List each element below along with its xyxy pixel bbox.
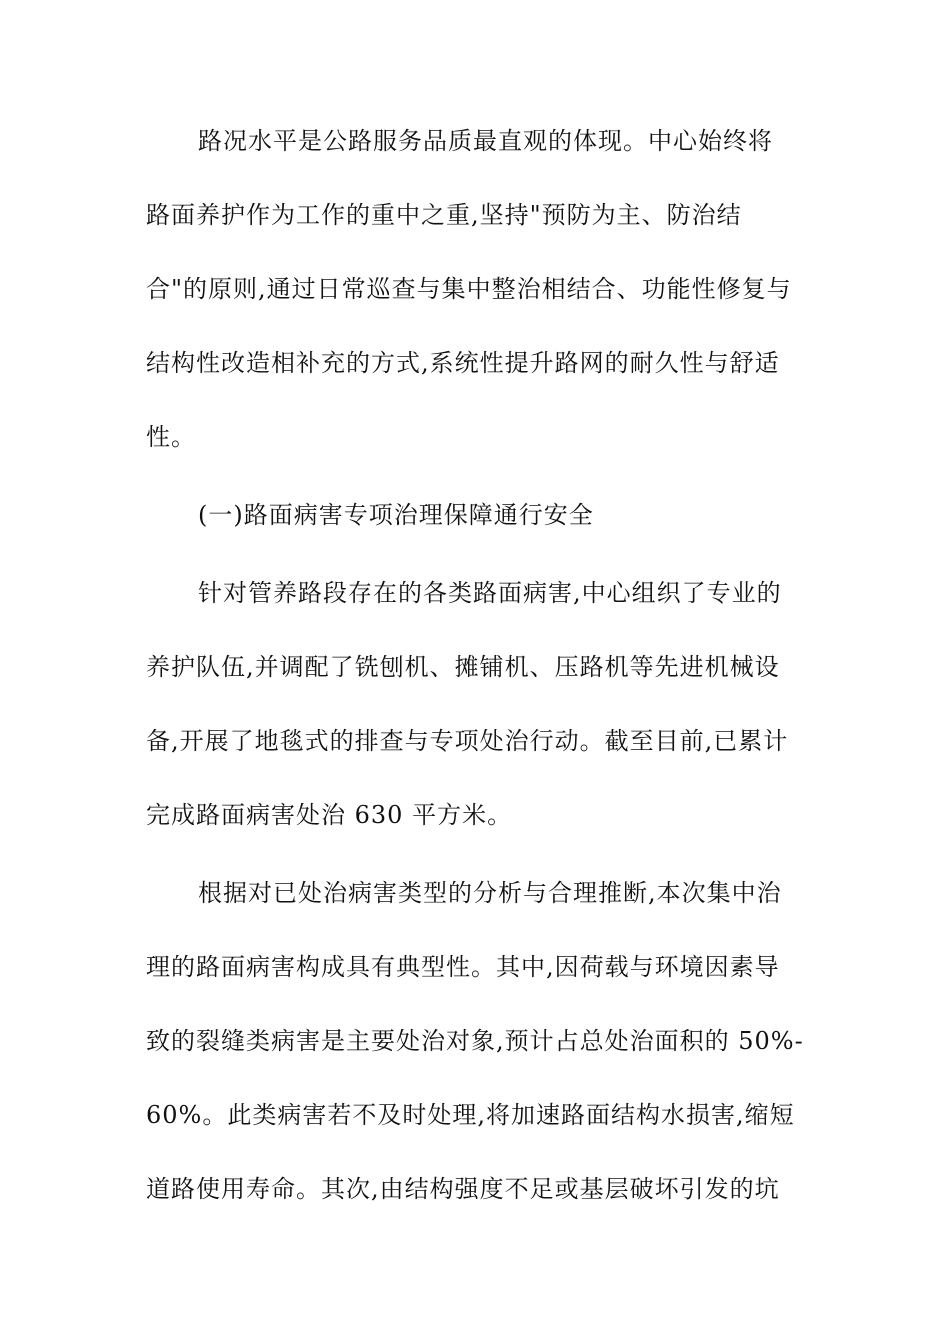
paragraph-line: 完成路面病害处治 630 平方米。	[146, 801, 513, 829]
paragraph-line: 针对管养路段存在的各类路面病害,中心组织了专业的	[198, 579, 782, 607]
document-body	[146, 112, 806, 1234]
paragraph-analysis	[146, 864, 806, 1234]
paragraph-line: 60%。此类病害若不及时处理,将加速路面结构水损害,缩短	[146, 1101, 795, 1129]
paragraph-line: 路面养护作为工作的重中之重,坚持"预防为主、防治结	[146, 201, 742, 229]
paragraph-line: 路况水平是公路服务品质最直观的体现。中心始终将	[198, 127, 773, 155]
section-heading	[146, 486, 806, 560]
paragraph-line: 合"的原则,通过日常巡查与集中整治相结合、功能性修复与	[146, 275, 792, 303]
paragraph-line: 养护队伍,并调配了铣刨机、摊铺机、压路机等先进机械设	[146, 653, 780, 681]
paragraph-line: 致的裂缝类病害是主要处治对象,预计占总处治面积的 50%-	[146, 1027, 804, 1055]
paragraph-line: 备,开展了地毯式的排查与专项处治行动。截至目前,已累计	[146, 727, 789, 755]
paragraph-line: 结构性改造相补充的方式,系统性提升路网的耐久性与舒适	[146, 349, 780, 377]
paragraph-line: 性。	[146, 423, 196, 451]
paragraph-line: 根据对已处治病害类型的分析与合理推断,本次集中治	[198, 879, 782, 907]
paragraph-line: 道路使用寿命。其次,由结构强度不足或基层破坏引发的坑	[146, 1175, 780, 1203]
section-heading-text: (一)路面病害专项治理保障通行安全	[198, 501, 594, 529]
paragraph-line: 理的路面病害构成具有典型性。其中,因荷载与环境因素导	[146, 953, 780, 981]
paragraph-intro	[146, 112, 806, 482]
paragraph-treatment	[146, 564, 806, 860]
